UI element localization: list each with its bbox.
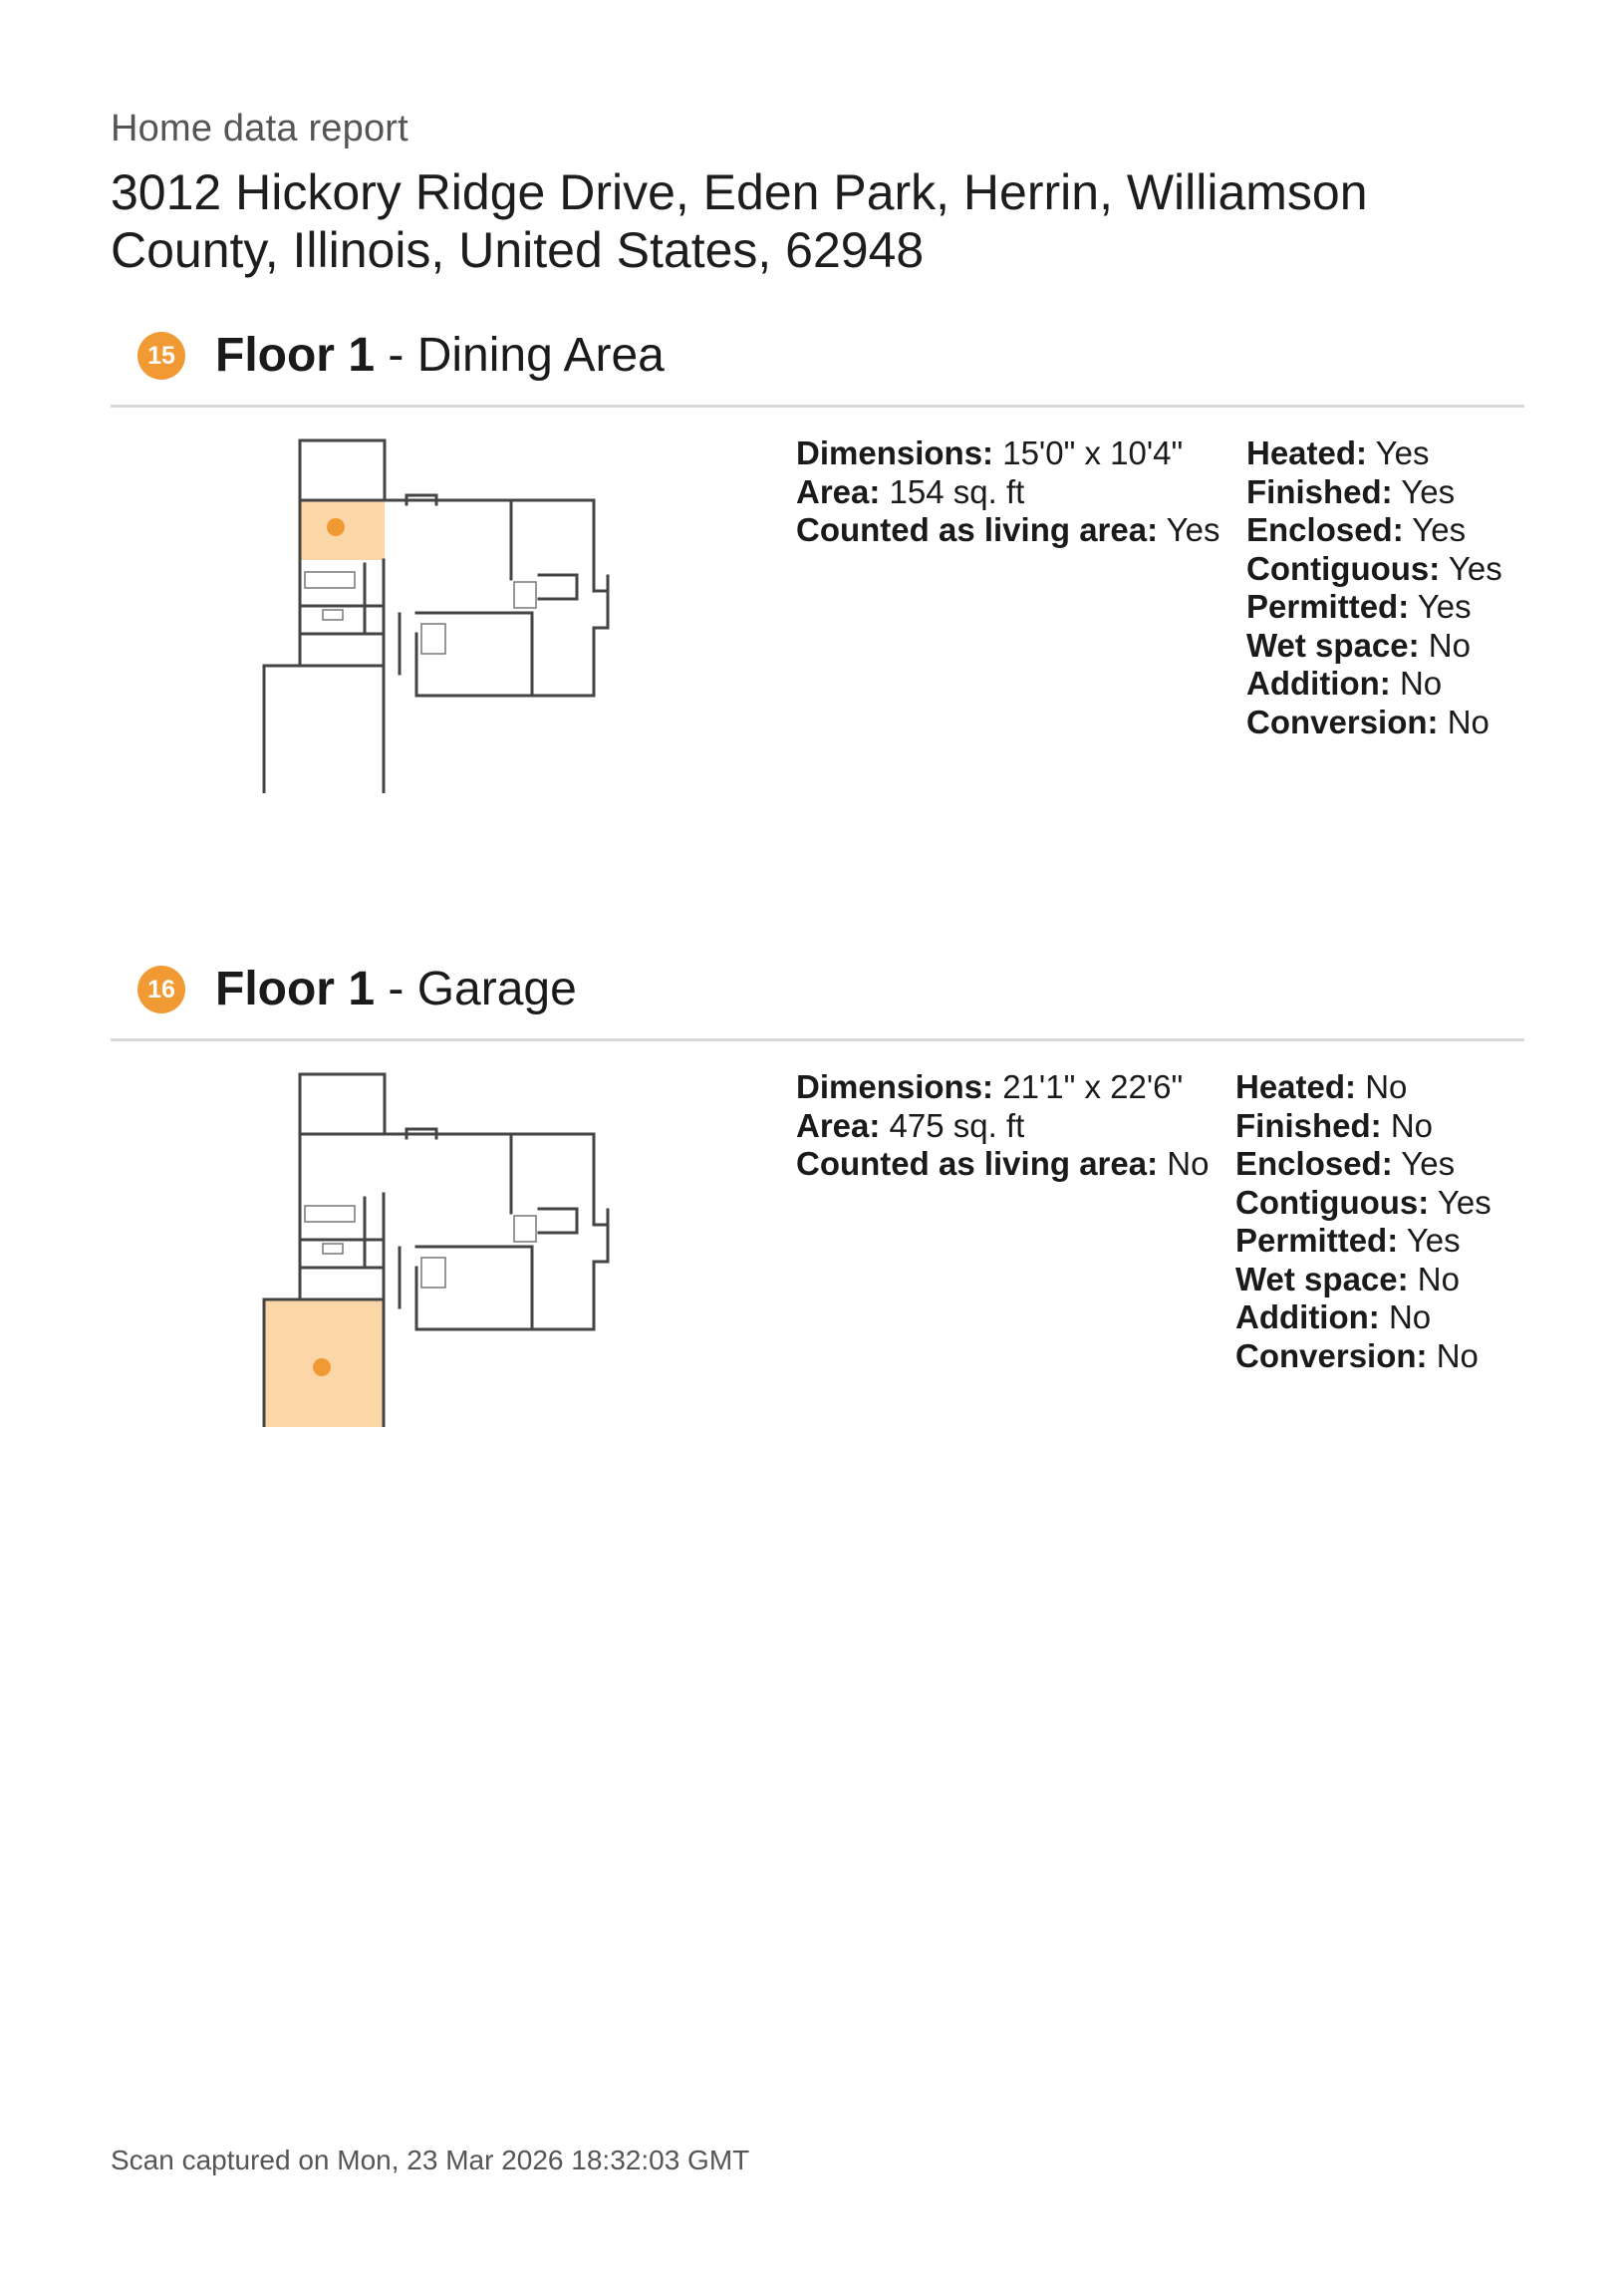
stat-enclosed: Enclosed: Yes	[1246, 511, 1467, 548]
stat-area: Area: 475 sq. ft	[796, 1106, 1025, 1144]
stove-fixture	[323, 610, 343, 620]
room-number-badge: 15	[137, 332, 185, 380]
room-attribute-stats	[1235, 1068, 1491, 1375]
room-floor: Floor 1	[215, 329, 376, 382]
floor-plan-thumbnail	[257, 1068, 626, 1427]
stat-dimensions: Dimensions: 15'0" x 10'4"	[796, 434, 1184, 471]
report-label: Home data report	[111, 108, 408, 149]
floor-plan-walls	[264, 440, 608, 793]
closet-fixture	[421, 1258, 445, 1288]
stat-finished: Finished: Yes	[1246, 472, 1456, 510]
stat-conversion: Conversion: No	[1246, 703, 1489, 740]
bath-fixture	[514, 582, 536, 608]
plan-room-marker	[327, 518, 345, 536]
stat-addition: Addition: No	[1235, 1298, 1432, 1335]
room-attribute-stats	[1246, 434, 1502, 741]
stat-contiguous: Contiguous: Yes	[1246, 549, 1502, 587]
stat-permitted: Permitted: Yes	[1235, 1222, 1461, 1259]
stat-dimensions: Dimensions: 21'1" x 22'6"	[796, 1068, 1184, 1105]
room-section-dining-area	[0, 325, 1623, 923]
section-divider	[111, 405, 1524, 408]
floor-plan-thumbnail	[257, 434, 626, 793]
scan-timestamp: Scan captured on Mon, 23 Mar 2026 18:32:03 GMT	[111, 2145, 750, 2175]
room-number-badge: 16	[137, 966, 185, 1013]
stat-enclosed: Enclosed: Yes	[1235, 1145, 1456, 1182]
stove-fixture	[323, 1244, 343, 1254]
stat-finished: Finished: No	[1235, 1106, 1434, 1144]
stat-heated: Heated: Yes	[1246, 434, 1430, 471]
room-title	[215, 325, 665, 387]
room-name: Garage	[416, 963, 577, 1015]
stat-area: Area: 154 sq. ft	[796, 472, 1025, 510]
stat-conversion: Conversion: No	[1235, 1336, 1479, 1374]
stat-wet-space: Wet space: No	[1235, 1260, 1460, 1297]
stat-wet-space: Wet space: No	[1246, 626, 1471, 664]
stat-heated: Heated: No	[1235, 1068, 1408, 1105]
closet-fixture	[421, 624, 445, 654]
title-separator: -	[388, 329, 405, 382]
room-summary-stats	[796, 1068, 1209, 1184]
section-divider	[111, 1038, 1524, 1041]
stat-living-area: Counted as living area: No	[796, 1145, 1210, 1182]
room-name: Dining Area	[416, 329, 665, 382]
room-title	[215, 959, 577, 1020]
title-separator: -	[388, 963, 405, 1015]
kitchen-counter-fixture	[305, 572, 355, 588]
stat-addition: Addition: No	[1246, 665, 1443, 702]
stat-contiguous: Contiguous: Yes	[1235, 1183, 1491, 1221]
room-section-garage	[0, 959, 1623, 1557]
bath-fixture	[514, 1216, 536, 1242]
property-address: 3012 Hickory Ridge Drive, Eden Park, Herrin, Williamson County, Illinois, United States, 62948	[111, 164, 1368, 278]
plan-room-marker	[313, 1358, 331, 1376]
room-summary-stats	[796, 434, 1220, 550]
stat-permitted: Permitted: Yes	[1246, 588, 1472, 625]
room-floor: Floor 1	[215, 963, 376, 1015]
kitchen-counter-fixture	[305, 1206, 355, 1222]
stat-living-area: Counted as living area: Yes	[796, 511, 1220, 548]
